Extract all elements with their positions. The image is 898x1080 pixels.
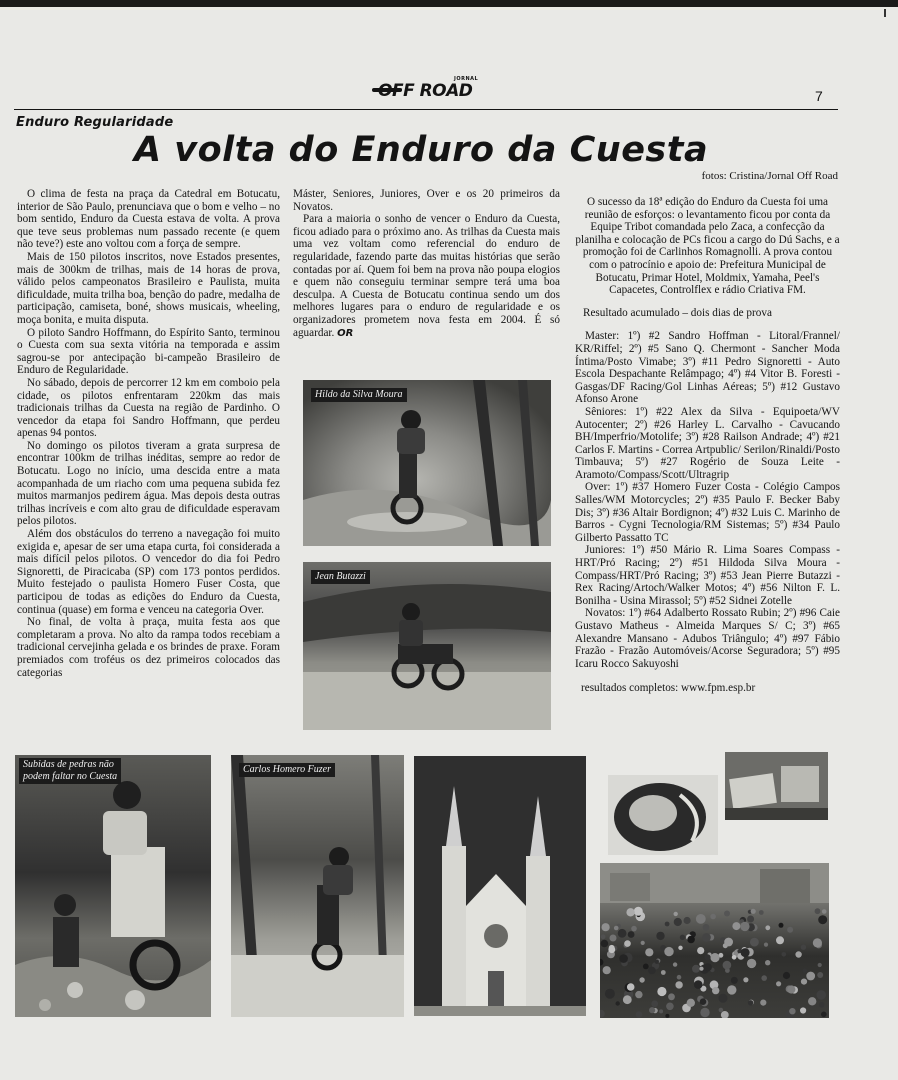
crowd-figure (648, 967, 656, 975)
crowd-figure (815, 908, 821, 914)
crowd-figure (601, 940, 609, 948)
crowd-figure (655, 960, 659, 964)
crowd-figure (741, 948, 750, 957)
crowd-figure (624, 940, 631, 947)
rider-illustration (303, 562, 551, 730)
article-column-3 (575, 196, 840, 695)
crowd-figure (731, 977, 738, 984)
results-title: Resultado acumulado – dois dias de prova (583, 306, 772, 319)
crowd-figure (602, 923, 610, 931)
results-category: Juniores: 1º) #50 Mário R. Lima Soares Compass - HRT/Pró Racing; 2º) #51 Hildoda Silva Moura - Compass/HRT/Pró Racing; 3º) #53 Jean Pierre Butazzi - Rex Racing/Artoch/Walker Motos; 4º) #56 Nilton F. L. Bonilha - Usina Mirassol; 5º) #52 Sidnei Zotelle (575, 544, 840, 607)
crowd-figure (643, 964, 649, 970)
caption-line: Subidas de pedras não (23, 759, 114, 770)
results-list (575, 330, 840, 670)
photo-helmet (608, 775, 718, 855)
crowd-figure (759, 910, 764, 915)
article-column-1 (17, 188, 280, 679)
crowd-figure (674, 918, 682, 926)
top-border (0, 0, 898, 7)
photo-rider-jean (303, 562, 551, 730)
crowd-figure (710, 953, 719, 962)
crowd-figure (631, 926, 637, 932)
crowd-figure (789, 1008, 795, 1014)
crowd-figure (659, 1009, 663, 1013)
photo-rider-hildo (303, 380, 551, 546)
crowd-figure (692, 965, 700, 973)
crowd-figure (764, 943, 768, 947)
caption-line: podem faltar no Cuesta (23, 771, 118, 782)
crowd-figure (618, 929, 627, 938)
crowd-figure (721, 1011, 729, 1018)
crowd-figure (819, 1002, 824, 1007)
crowd-figure (787, 985, 795, 993)
rider-illustration (303, 380, 551, 546)
rider-illustration (15, 755, 211, 1017)
paragraph (293, 213, 560, 340)
crowd-figure (627, 983, 635, 991)
crowd-figure (699, 967, 703, 971)
photo-trophies (725, 752, 828, 820)
end-mark: OR (337, 327, 354, 339)
crowd-figure (687, 999, 695, 1007)
crowd-figure (712, 987, 719, 994)
crowd-figure (776, 981, 781, 986)
paragraph: No domingo os pilotos tiveram a grata surpresa de encontrar 100km de trilhas inéditas, sempre ao redor de Botucatu. Logo no início, uma descida entre a mata acompanhada de um riacho com uma pequena subida fez muitos marmanjos pedirem água. Mas depois desta outras trilhas incríveis e com alto grau de dificuldade esperavam pelos pilotos. (17, 439, 280, 528)
crowd-figure (626, 908, 634, 916)
crowd-figure (665, 1014, 669, 1018)
results-category: Master: 1º) #2 Sandro Hoffman - Litoral/Frannel/ KR/Riffel; 2º) #5 Sano Q. Chermont - Sancher Moda Íntima/Posto Vimabe; 3º) #11 Pedro Signoretti - Auto Escola Despachante Relâmpago; 4º) #4 Vitor B. Foresti - Gasgas/DF Racing/Gol Linhas Aéreas; 5º) #12 Gustavo Afonso Arone (575, 330, 840, 406)
crowd-figure (600, 1010, 605, 1018)
crowd-figure (710, 914, 716, 920)
results-category: Novatos: 1º) #64 Adalberto Rossato Rubin; 2º) #96 Caie Gustavo Matheus - Almeida Marques S/ C; 3º) #65 Alexandre Mansano - Adubos Triângulo; 4º) #97 Fábio Frazão - Frazão Automóveis/Acorse Seguradora; 5º) #95 Icaru Rocco Sakuyoshi (575, 607, 840, 670)
photo-caption: Hildo da Silva Moura (311, 388, 407, 402)
headline: A volta do Enduro da Cuesta (134, 130, 709, 170)
paragraph: No final, de volta à praça, muita festa aos que completaram a prova. No alto da rampa todos recebiam a tradicional cervejinha gelada e os brindes de praxe. Foram premiados com troféus os dez primeiros colocados das categorias (17, 616, 280, 679)
crowd-figure (719, 1008, 724, 1013)
results-category: Sêniores: 1º) #22 Alex da Silva - Equipoeta/WV Autocenter; 2º) #26 Harley L. Carvalho - Cavucando BH/Imperfrio/Motolife; 3º) #28 Railson Andrade; 4º) #21 Carlos F. Martins - Correa Artpublic/ Serilon/Rinaldi/Posto Timbauva; 5º) #27 Rogério de Souza Leite - Aramoto/Compass/Scott/Ultragrip (575, 405, 840, 481)
photo-credit: fotos: Cristina/Jornal Off Road (701, 170, 838, 182)
crowd-figure (645, 948, 653, 956)
photo-rider-carlos (231, 755, 404, 1017)
article-column-2 (293, 188, 560, 340)
crowd-figure (610, 935, 617, 942)
crowd-figure (813, 938, 822, 947)
crowd-figure (806, 972, 815, 981)
crowd-figure (603, 966, 611, 974)
crowd-figure (651, 1000, 658, 1007)
crowd-figure (634, 907, 643, 916)
crowd-figure (700, 1008, 709, 1017)
photo-caption: Jean Butazzi (311, 570, 370, 584)
crowd-figure (666, 1003, 674, 1011)
photo-rock-climb (15, 755, 211, 1017)
crowd-figure (680, 935, 685, 940)
sponsor-paragraph: O sucesso da 18ª edição do Enduro da Cuesta foi uma reunião de esforços: o levantamento ficou por conta da Equipe Tribot comandada pelo Zaca, a confecção da planilha e colocação de PCs ficou a cargo do Dú Sachs, e a promoção foi de Carlinhos Romagnolli. A prova contou com o patrocínio e apoio de: Prefeitura Municipal de Botucatu, Primar Hotel, Moldmix, Yamaha, Peel's Capacetes, Controlflex e rádio Criativa FM. (575, 196, 840, 297)
crowd-figure (697, 947, 704, 954)
crowd-figure (723, 961, 732, 970)
crowd-figure (801, 979, 807, 985)
crowd-figure (747, 916, 754, 923)
crowd-figure (675, 981, 682, 988)
helmet-illustration (608, 775, 718, 855)
crowd-figure (761, 975, 767, 981)
crowd-figure (779, 923, 784, 928)
crowd-figure (747, 959, 756, 968)
crowd-figure (661, 970, 666, 975)
crowd-figure (664, 947, 673, 956)
crowd-figure (704, 954, 710, 960)
crowd-figure (678, 946, 682, 950)
crowd-figure (727, 985, 736, 994)
crowd-figure (619, 954, 628, 963)
logo-text: OFF ROAD (378, 81, 473, 101)
crowd-figure (668, 993, 675, 1000)
crowd-figure (694, 980, 703, 989)
crowd-figure (782, 952, 787, 957)
crowd-figure (783, 972, 790, 979)
crowd-figure (817, 972, 823, 978)
paragraph: O piloto Sandro Hoffmann, do Espírito Santo, terminou o Cuesta com sua sexta vitória na temporada e assim sagrou-se por antecipação bi-campeão Brasileiro de Enduro de Regularidade. (17, 326, 280, 377)
crowd-figure (818, 963, 822, 967)
crowd-figure (703, 924, 710, 931)
paragraph-text: Para a maioria o sonho de vencer o Enduro da Cuesta, ficou adiado para o próximo ano. As trilhas da Cuesta mais uma vez voltam como referencial do enduro de regularidade, fazendo parte das muitas histórias que serão contadas por aí. Quem foi bem na prova não poupa elogios e quem não conseguiu terminar sempre terá uma boa desculpa. A Cuesta de Botucatu continua sendo um dos melhores lugares para o enduro de regularidade e os organizadores prometem nova festa em 2004. É só aguardar. (293, 213, 560, 339)
cathedral-illustration (414, 756, 586, 1016)
crowd-figure (816, 990, 826, 1000)
crowd-figure (600, 959, 603, 966)
crowd-figure (609, 945, 615, 951)
crowd-figure (743, 977, 748, 982)
photo-crowd (600, 863, 829, 1018)
crowd-figure (724, 911, 730, 917)
crowd-figure (740, 922, 749, 931)
crowd-figure (818, 915, 827, 924)
crowd-figure (635, 991, 642, 998)
photo-caption: Carlos Homero Fuzer (239, 763, 335, 777)
crowd-figure (677, 975, 682, 980)
crowd-figure (704, 963, 712, 971)
crowd-figure (623, 995, 632, 1004)
header-rule (14, 109, 838, 110)
crowd-figure (614, 926, 619, 931)
logo-small-text: JORNAL (454, 76, 479, 82)
paragraph: Máster, Seniores, Juniores, Over e os 20 primeiros da Novatos. (293, 188, 560, 213)
crowd-figure (748, 1000, 753, 1005)
crowd-figure (628, 931, 635, 938)
rider-illustration (231, 755, 404, 1017)
crowd-figure (732, 922, 740, 930)
crowd-figure (787, 927, 793, 933)
crowd-figure (822, 909, 827, 914)
crowd-figure (800, 1007, 806, 1013)
crowd-figure (765, 925, 770, 930)
masthead-logo (372, 76, 484, 104)
crowd-figure (803, 968, 808, 973)
crowd-figure (657, 987, 666, 996)
crowd-figure (649, 1007, 655, 1013)
crowd-figure (724, 938, 733, 947)
paragraph: O clima de festa na praça da Catedral em Botucatu, interior de São Paulo, prenunciava que o bom e velho – no bom sentido, Enduro da Cuesta estava de volta. A prova que teve seus problemas num passado recente (e quem não teve?) este ano voltou com a força de sempre. (17, 188, 280, 251)
crowd-figure (702, 933, 711, 942)
results-url: resultados completos: www.fpm.esp.br (581, 682, 756, 695)
page-number: 7 (815, 88, 823, 104)
crowd-figure (656, 932, 664, 940)
crowd-figure (808, 997, 816, 1005)
crowd-figure (605, 989, 615, 999)
crowd-figure (795, 951, 801, 957)
crowd-figure (719, 994, 728, 1003)
crowd-figure (801, 945, 806, 950)
crowd-figure (760, 1000, 766, 1006)
photo-caption (19, 758, 121, 784)
crowd-figure (696, 914, 706, 924)
crowd-figure (700, 998, 707, 1005)
paragraph: Além dos obstáculos do terreno a navegação foi muito exigida e, apesar de ser uma etapa curta, foi considerada a mais difícil pelos pilotos. O vencedor do dia foi Pedro Signoretti, de Piracicaba (SP) com 173 pontos perdidos. Muito festejado o paulista Homero Fuser Costa, que participou de todas as edições do Enduro da Cuesta, continua (quase) em forma e venceu na categoria Over. (17, 528, 280, 616)
crowd-figure (665, 922, 670, 927)
crowd-figure (751, 909, 756, 914)
crowd-figure (636, 1011, 643, 1018)
photo-cathedral (414, 756, 586, 1016)
crowd-figure (641, 941, 645, 945)
crowd-figure (750, 938, 759, 947)
crowd-figure (639, 977, 644, 982)
corner-mark (884, 9, 886, 17)
results-category: Over: 1º) #37 Homero Fuzer Costa - Colégio Campos Salles/WM Motorcycles; 2º) #35 Paulo F. Becker Baby Dis; 3º) #36 Altair Bordignon; 4º) #32 Luis C. Marinho de Barros - Cygni Tecnologia/RM Sistemas; 5º) #34 Paulo Gilberto Passatto TC (575, 481, 840, 544)
crowd-figure (673, 962, 677, 966)
crowd-figure (821, 1012, 827, 1018)
crowd-figure (601, 934, 606, 939)
crowd-figure (776, 936, 784, 944)
crowd-figure (732, 955, 737, 960)
crowd-figure (674, 912, 678, 916)
crowd-figure (765, 960, 770, 965)
trophies-illustration (725, 752, 828, 820)
crowd-figure (687, 936, 695, 944)
section-label: Enduro Regularidade (16, 115, 174, 130)
crowd-figure (616, 1001, 620, 1005)
paragraph: Mais de 150 pilotos inscritos, nove Estados presentes, mais de 300km de trilhas, mais de 14 horas de prova, válido pelos campeonatos Brasileiro e Paulista, muita dificuldade, muita trilha boa, benção do padre, medalha de participação, camiseta, boné, shows musicais, wheeling, moça bonita, e muita disputa. (17, 250, 280, 326)
crowd-figure (684, 917, 691, 924)
crowd-illustration (600, 863, 829, 1018)
paragraph: No sábado, depois de percorrer 12 km em comboio pela cidade, os pilotos enfrentaram 220km das mais tradicionais trilhas da Cuesta na região de Pardinho. O vencedor da etapa foi Sandro Hoffmann, que perdeu apenas 94 pontos. (17, 376, 280, 440)
